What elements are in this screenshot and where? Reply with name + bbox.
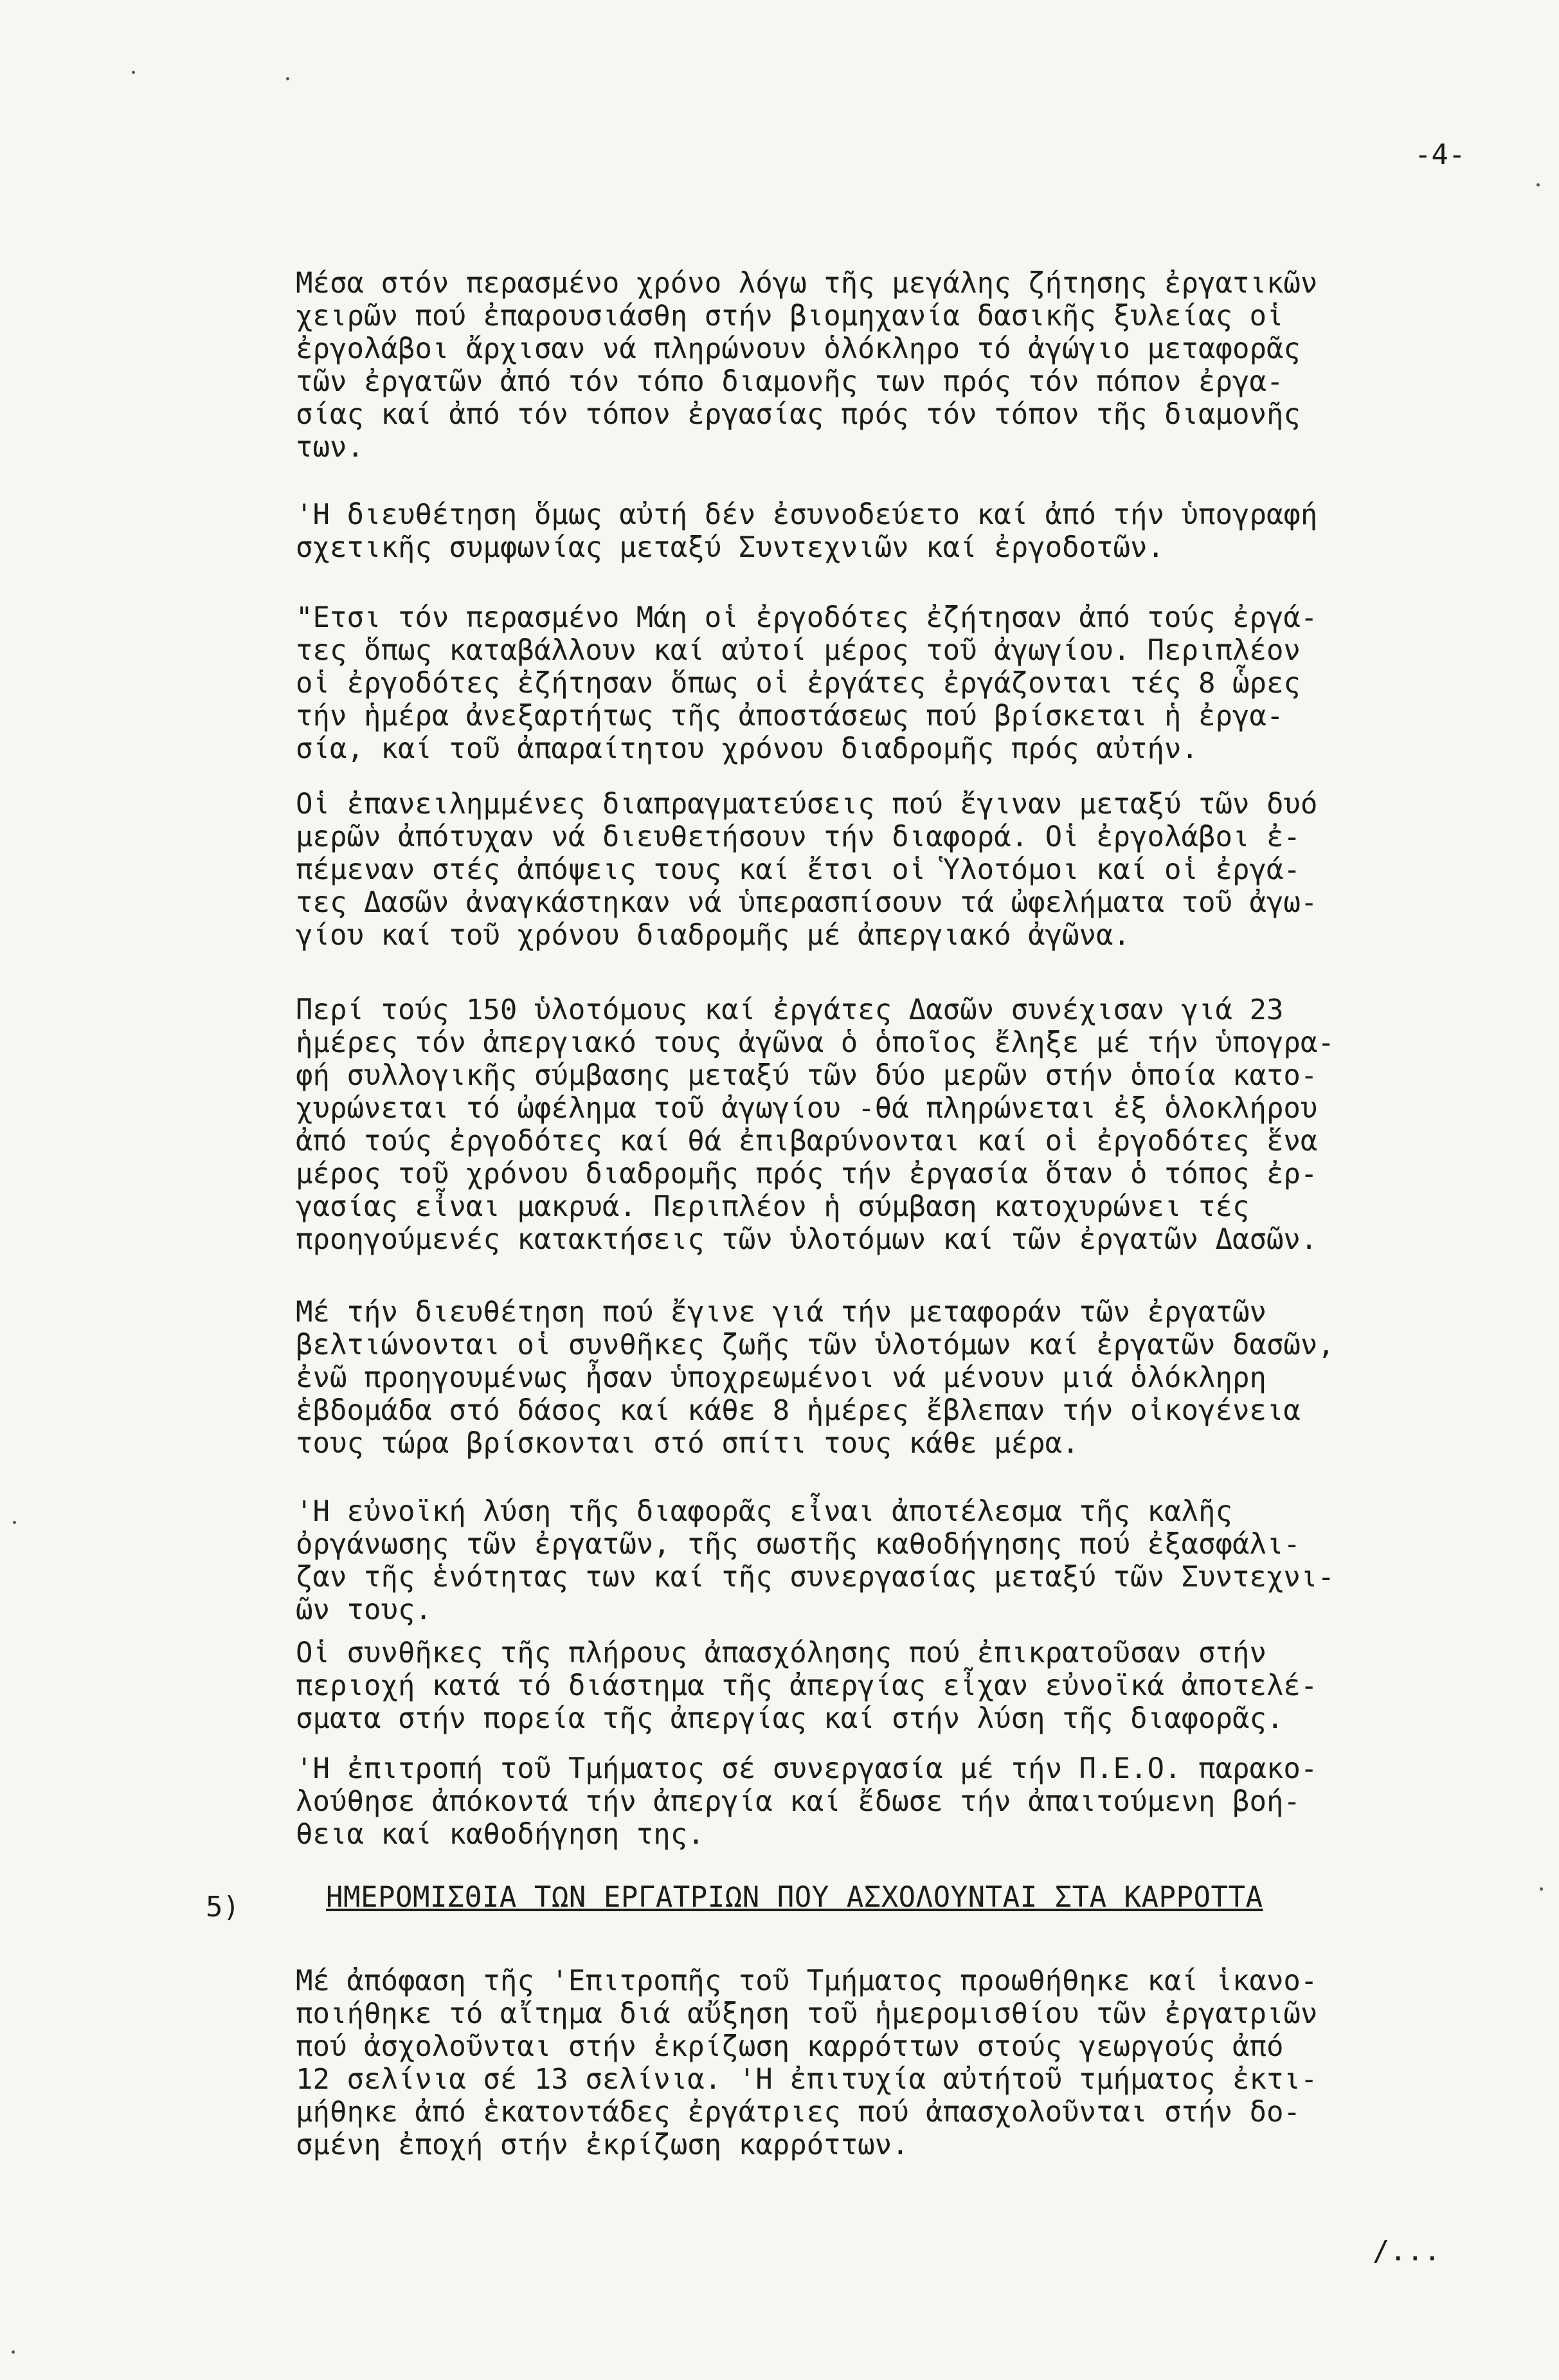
scan-speck [1540,1887,1543,1891]
section-heading: ΗΜΕΡΟΜΙΣΘΙΑ ΤΩΝ ΕΡΓΑΤΡΙΩΝ ΠΟΥ ΑΣΧΟΛΟΥΝΤΑΙ ΣΤΑ ΚΑΡΡΟΤΤΑ [326,1881,1263,1914]
scan-speck [1536,183,1540,186]
page-number: -4- [1414,138,1466,171]
paragraph-6: Μέ τήν διευθέτηση πού ἔγινε γιά τήν μεταφοράν τῶν ἐργατῶν βελτιώνονται οἱ συνθῆκες ζωῆς τῶν ὑλοτόμων καί ἐργατῶν δασῶν, ἐνῶ προηγουμένως ἦσαν ὑποχρεωμένοι νά μένουν μιά ὁλόκληρη ἑβδομάδα στό δάσος καί κάθε 8 ἡμέρες ἔβλεπαν τήν οἰκογένεια τους τώρα βρίσκονται στό σπίτι τους κάθε μέρα. [296,1296,1335,1460]
paragraph-8: Οἱ συνθῆκες τῆς πλήρους ἀπασχόλησης πού ἐπικρατοῦσαν στήν περιοχή κατά τό διάστημα τῆς ἀπεργίας εἶχαν εὐνοϊκά ἀποτελέ- σματα στήν πορεία τῆς ἀπεργίας καί στήν λύση τῆς διαφορᾶς. [296,1637,1318,1735]
paragraph-2: 'Η διευθέτηση ὅμως αὐτή δέν ἐσυνοδεύετο καί ἀπό τήν ὑπογραφή σχετικῆς συμφωνίας μεταξύ Συντεχνιῶν καί ἐργοδοτῶν. [296,498,1318,564]
scan-speck [12,2350,15,2354]
paragraph-7: 'Η εὐνοϊκή λύση τῆς διαφορᾶς εἶναι ἀποτέλεσμα τῆς καλῆς ὀργάνωσης τῶν ἐργατῶν, τῆς σωστῆς καθοδήγησης πού ἐξασφάλι- ζαν τῆς ἑνότητας των καί τῆς συνεργασίας μεταξύ τῶν Συντεχνι- ῶν τους. [296,1495,1335,1626]
section-number: 5) [206,1891,240,1923]
paragraph-3: "Ετσι τόν περασμένο Μάη οἱ ἐργοδότες ἐζήτησαν ἀπό τούς ἐργά- τες ὅπως καταβάλλουν καί αὐτοί μέρος τοῦ ἀγωγίου. Περιπλέον οἱ ἐργοδότες ἐζήτησαν ὅπως οἱ ἐργάτες ἐργάζονται τές 8 ὧρες τήν ἡμέρα ἀνεξαρτήτως τῆς ἀποστάσεως πού βρίσκεται ἡ ἐργα- σία, καί τοῦ ἀπαραίτητου χρόνου διαδρομῆς πρός αὐτήν. [296,601,1318,765]
paragraph-4: Οἱ ἐπανειλημμένες διαπραγματεύσεις πού ἔγιναν μεταξύ τῶν δυό μερῶν ἀπότυχαν νά διευθετήσουν τήν διαφορά. Οἱ ἐργολάβοι ἐ- πέμεναν στές ἀπόψεις τους καί ἔτσι οἱ Ὑλοτόμοι καί οἱ ἐργά- τες Δασῶν ἀναγκάστηκαν νά ὑπερασπίσουν τά ὠφελήματα τοῦ ἀγω- γίου καί τοῦ χρόνου διαδρομῆς μέ ἀπεργιακό ἀγῶνα. [296,788,1318,952]
continuation-mark: /... [1373,2235,1441,2267]
scan-speck [286,77,289,80]
paragraph-5: Περί τούς 150 ὑλοτόμους καί ἐργάτες Δασῶν συνέχισαν γιά 23 ἡμέρες τόν ἀπεργιακό τους ἀγῶνα ὁ ὁποῖος ἔληξε μέ τήν ὑπογρα- φή συλλογικῆς σύμβασης μεταξύ τῶν δύο μερῶν στήν ὁποία κατο- χυρώνεται τό ὠφέλημα τοῦ ἀγωγίου -θά πληρώνεται ἐξ ὁλοκλήρου ἀπό τούς ἐργοδότες καί θά ἐπιβαρύνονται καί οἱ ἐργοδότες ἕνα μέρος τοῦ χρόνου διαδρομῆς πρός τήν ἐργασία ὅταν ὁ τόπος ἐρ- γασίας εἶναι μακρυά. Περιπλέον ἡ σύμβαση κατοχυρώνει τές προηγούμενές κατακτήσεις τῶν ὑλοτόμων καί τῶν ἐργατῶν Δασῶν. [296,994,1335,1256]
paragraph-9: 'Η ἐπιτροπή τοῦ Τμήματος σέ συνεργασία μέ τήν Π.Ε.Ο. παρακο- λούθησε ἀπόκοντά τήν ἀπεργία καί ἔδωσε τήν ἀπαιτούμενη βοή- θεια καί καθοδήγηση της. [296,1752,1318,1851]
scan-speck [13,1521,16,1524]
scan-speck [132,71,135,74]
paragraph-1: Μέσα στόν περασμένο χρόνο λόγω τῆς μεγάλης ζήτησης ἐργατικῶν χειρῶν πού ἐπαρουσιάσθη στήν βιομηχανία δασικῆς ξυλείας οἱ ἐργολάβοι ἄρχισαν νά πληρώνουν ὁλόκληρο τό ἀγώγιο μεταφορᾶς τῶν ἐργατῶν ἀπό τόν τόπο διαμονῆς των πρός τόν πόπον ἐργα- σίας καί ἀπό τόν τόπον ἐργασίας πρός τόν τόπον τῆς διαμονῆς των. [296,267,1318,464]
section-body: Μέ ἀπόφαση τῆς 'Επιτροπῆς τοῦ Τμήματος προωθήθηκε καί ἱκανο- ποιήθηκε τό αἴτημα διά αὔξηση τοῦ ἡμερομισθίου τῶν ἐργατριῶν πού ἀσχολοῦνται στήν ἐκρίζωση καρρόττων στούς γεωργούς ἀπό 12 σελίνια σέ 13 σελίνια. 'Η ἐπιτυχία αὐτήτοῦ τμήματος ἐκτι- μήθηκε ἀπό ἑκατοντάδες ἐργάτριες πού ἀπασχολοῦνται στήν δο- σμένη ἐποχή στήν ἐκρίζωση καρρόττων. [296,1965,1318,2161]
